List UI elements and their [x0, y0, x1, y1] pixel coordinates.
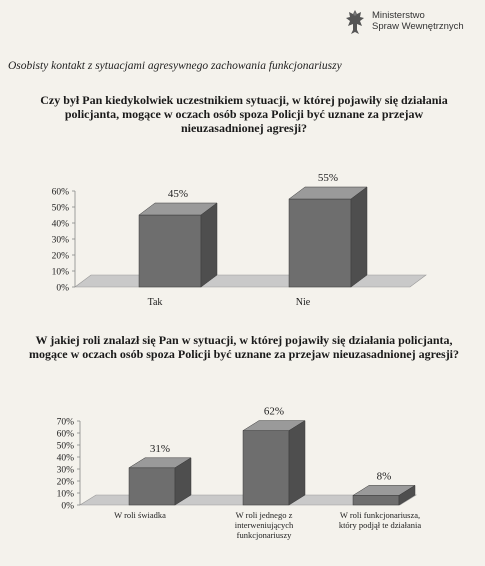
- chart1-y-tick-label: 10%: [51, 267, 69, 278]
- ministry-line2: Spraw Wewnętrznych: [372, 21, 464, 32]
- chart2-bar-front: [353, 495, 399, 505]
- chart1-bar-side: [351, 187, 367, 287]
- chart1-y-tick-label: 40%: [51, 219, 69, 230]
- chart2-bar-1: [129, 458, 191, 505]
- chart2-category-label: W roli funkcjonariusza, który podjął te działania: [338, 510, 422, 530]
- chart2-bar-side: [289, 421, 305, 505]
- chart1: [0, 165, 485, 315]
- chart2-bar-front: [243, 431, 289, 505]
- chart1-category-label: Tak: [147, 297, 163, 308]
- chart1-y-tick-label: 0%: [56, 283, 69, 294]
- ministry-name: [372, 10, 464, 32]
- chart2: [0, 395, 485, 560]
- chart2-bar-3: [353, 485, 415, 505]
- chart1-floor: [75, 275, 426, 287]
- chart2-y-tick-label: 10%: [56, 489, 74, 500]
- chart2-value-label: 8%: [376, 470, 392, 483]
- chart1-bar-1: [139, 203, 217, 287]
- chart1-y-tick-label: 60%: [51, 187, 69, 198]
- chart2-y-tick-label: 50%: [56, 441, 74, 452]
- chart1-value-label: 45%: [167, 188, 189, 200]
- chart2-value-label: 31%: [149, 442, 171, 455]
- chart1-bar-front: [289, 199, 351, 287]
- chart1-title: Czy był Pan kiedykolwiek uczestnikiem sytuacji, w której pojawiły się działania policjanta, mogące w oczach osób spoza Policji być uznane za przejaw nieuzasadnionej agresji?: [40, 93, 448, 135]
- chart2-y-tick-label: 60%: [56, 429, 74, 440]
- chart1-bar-side: [201, 203, 217, 287]
- chart1-value-label: 55%: [317, 172, 339, 184]
- chart2-y-tick-label: 20%: [56, 477, 74, 488]
- chart1-category-label: Nie: [295, 297, 311, 308]
- polish-eagle-emblem-icon: [344, 8, 366, 36]
- chart2-y-tick-label: 70%: [56, 417, 74, 428]
- chart1-bar-2: [289, 187, 367, 287]
- chart1-y-tick-label: 30%: [51, 235, 69, 246]
- section-title: Osobisty kontakt z sytuacjami agresywnego zachowania funkcjonariuszy: [8, 60, 342, 72]
- chart2-title: W jakiej roli znalazł się Pan w sytuacji, w której pojawiły się działania policjanta, mogące w oczach osób spoza Policji być uznane za przejaw nieuzasadnionej agresji?: [28, 333, 460, 361]
- chart2-value-label: 62%: [263, 405, 285, 418]
- ministry-line1: Ministerstwo: [372, 10, 425, 21]
- chart1-y-tick-label: 20%: [51, 251, 69, 262]
- chart2-y-tick-label: 40%: [56, 453, 74, 464]
- chart2-bar-2: [243, 421, 305, 505]
- chart1-bar-front: [139, 215, 201, 287]
- chart2-category-label: W roli świadka: [114, 510, 166, 520]
- page-header: [0, 6, 485, 46]
- chart1-y-tick-label: 50%: [51, 203, 69, 214]
- chart2-category-label: W roli jednego z interweniujących funkcjonariuszy: [234, 510, 294, 540]
- chart2-y-tick-label: 0%: [61, 501, 74, 512]
- chart2-bar-front: [129, 468, 175, 505]
- chart2-y-tick-label: 30%: [56, 465, 74, 476]
